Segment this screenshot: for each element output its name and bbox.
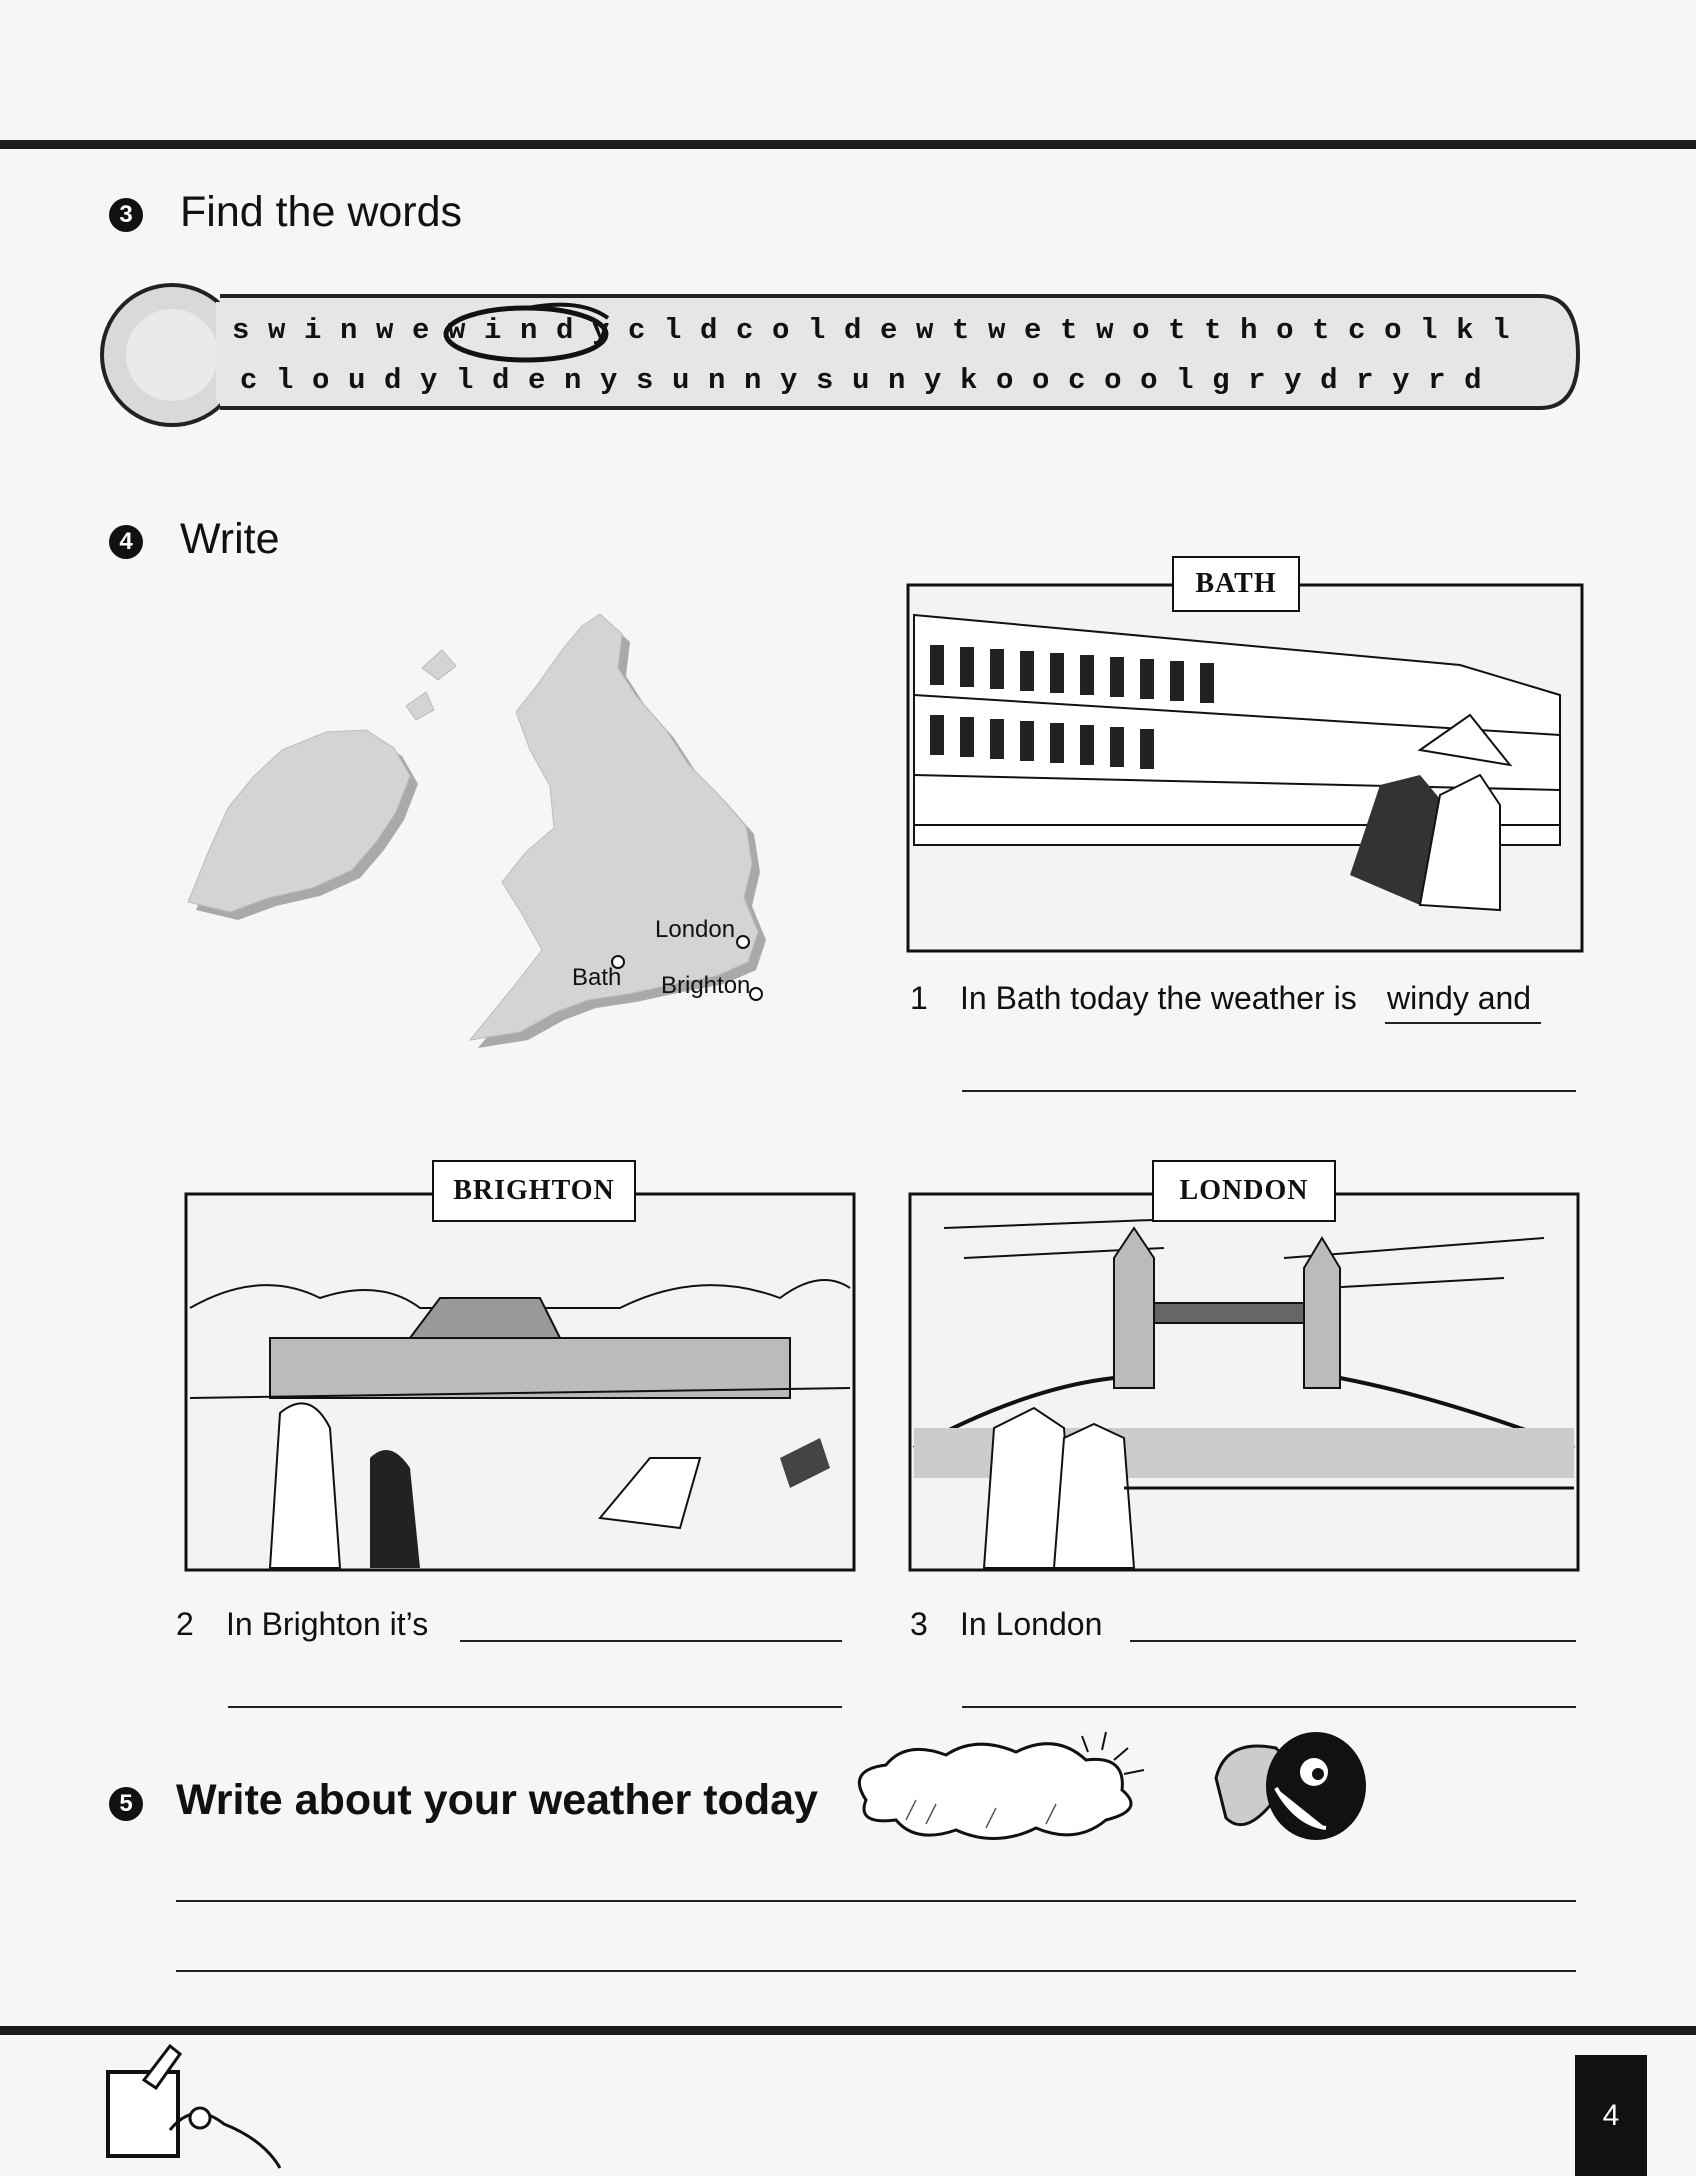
bath-banner: BATH xyxy=(1172,556,1300,612)
q2-number: 2 xyxy=(176,1606,194,1642)
q1-text: In Bath today the weather is xyxy=(960,980,1357,1016)
top-rule xyxy=(0,140,1696,149)
section-number-3: 3 xyxy=(109,198,143,232)
wordsearch-row-1 xyxy=(232,308,1528,352)
bottom-rule xyxy=(0,2026,1696,2035)
page-number: 4 xyxy=(1575,2055,1647,2176)
q3-text: In London xyxy=(960,1606,1103,1642)
section-title-write: Write xyxy=(180,515,280,563)
letter: swinwewindycldcoldewtwetwotthotcolkl xyxy=(232,313,1529,347)
london-dot xyxy=(737,936,749,948)
q2-answer-line[interactable] xyxy=(460,1640,842,1642)
letter: cloudyldenysunnysunykoocoolgrydryrd xyxy=(240,363,1501,397)
cloud-sun-icon xyxy=(846,1720,1176,1850)
q1-number: 1 xyxy=(910,980,928,1016)
map-label-london: London xyxy=(655,916,736,943)
brighton-dot xyxy=(750,988,762,1000)
section-title-weather: Write about your weather today xyxy=(176,1776,818,1824)
london-picture xyxy=(904,1188,1584,1578)
q1-answer-line[interactable] xyxy=(1385,1022,1541,1024)
brighton-picture xyxy=(180,1188,860,1578)
q3-answer-line[interactable] xyxy=(1130,1640,1576,1642)
weather-answer-line-2[interactable] xyxy=(176,1970,1576,1972)
map-label-bath: Bath xyxy=(572,964,622,991)
brighton-banner: BRIGHTON xyxy=(432,1160,636,1222)
wordsearch-row-2 xyxy=(240,358,1500,402)
london-banner: LONDON xyxy=(1152,1160,1336,1222)
q3-number: 3 xyxy=(910,1606,928,1642)
weather-answer-line-1[interactable] xyxy=(176,1900,1576,1902)
section-number-5: 5 xyxy=(109,1787,143,1821)
q2-text: In Brighton it’s xyxy=(226,1606,429,1642)
section-number-4: 4 xyxy=(109,525,143,559)
map-label-brighton: Brighton xyxy=(661,972,751,999)
uk-map-illustration xyxy=(170,580,870,1120)
q2-answer-line-2[interactable] xyxy=(228,1706,842,1708)
q3-answer-line-2[interactable] xyxy=(962,1706,1576,1708)
q1-answer-line-2[interactable] xyxy=(962,1090,1576,1092)
q1-answer: windy and xyxy=(1387,980,1532,1016)
parrot-icon xyxy=(1206,1728,1366,1848)
thermometer-wordsearch xyxy=(100,280,1580,430)
bath-picture xyxy=(900,575,1590,960)
writing-pencil-icon xyxy=(104,2040,284,2170)
section-title-find-words: Find the words xyxy=(180,188,463,236)
